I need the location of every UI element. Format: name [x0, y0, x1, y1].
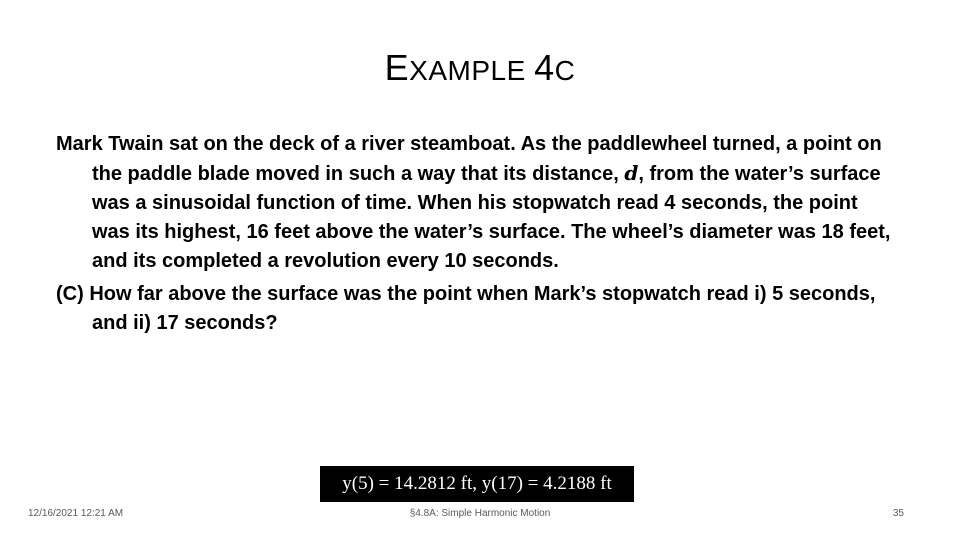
problem-text-end: , from the water’s surface was a sinusoidal function of time. When his stopwatch read 4 seconds, the point was its highest, 16 feet above the water’s surface. The wheel’s diameter was 18 feet, and its completed a revolution every 10 seconds.: [92, 163, 891, 272]
page-number: 35: [892, 508, 904, 519]
answer-text: y(5) = 14.2812 ft, y(17) = 4.2188 ft: [342, 473, 612, 494]
slide-title: [0, 44, 960, 95]
title-initial: E: [384, 47, 410, 88]
title-letter: C: [554, 55, 576, 86]
answer-box: [320, 466, 634, 502]
title-rest: XAMPLE: [409, 55, 535, 86]
title-number: 4: [534, 47, 555, 88]
footer-title: §4.8A: Simple Harmonic Motion: [409, 508, 551, 519]
question-paragraph: (C) How far above the surface was the point when Mark’s stopwatch read i) 5 seconds, and ii) 17 seconds?: [56, 283, 876, 334]
footer-date: 12/16/2021 12:21 AM: [28, 508, 124, 519]
problem-text-start: Mark Twain sat on the deck of a river steamboat. As the paddlewheel turned, a point on the paddle blade moved in such a way that its distance,: [56, 133, 882, 185]
variable-d: d: [624, 161, 639, 185]
slide-body: [56, 130, 896, 342]
problem-paragraph: [56, 130, 896, 276]
